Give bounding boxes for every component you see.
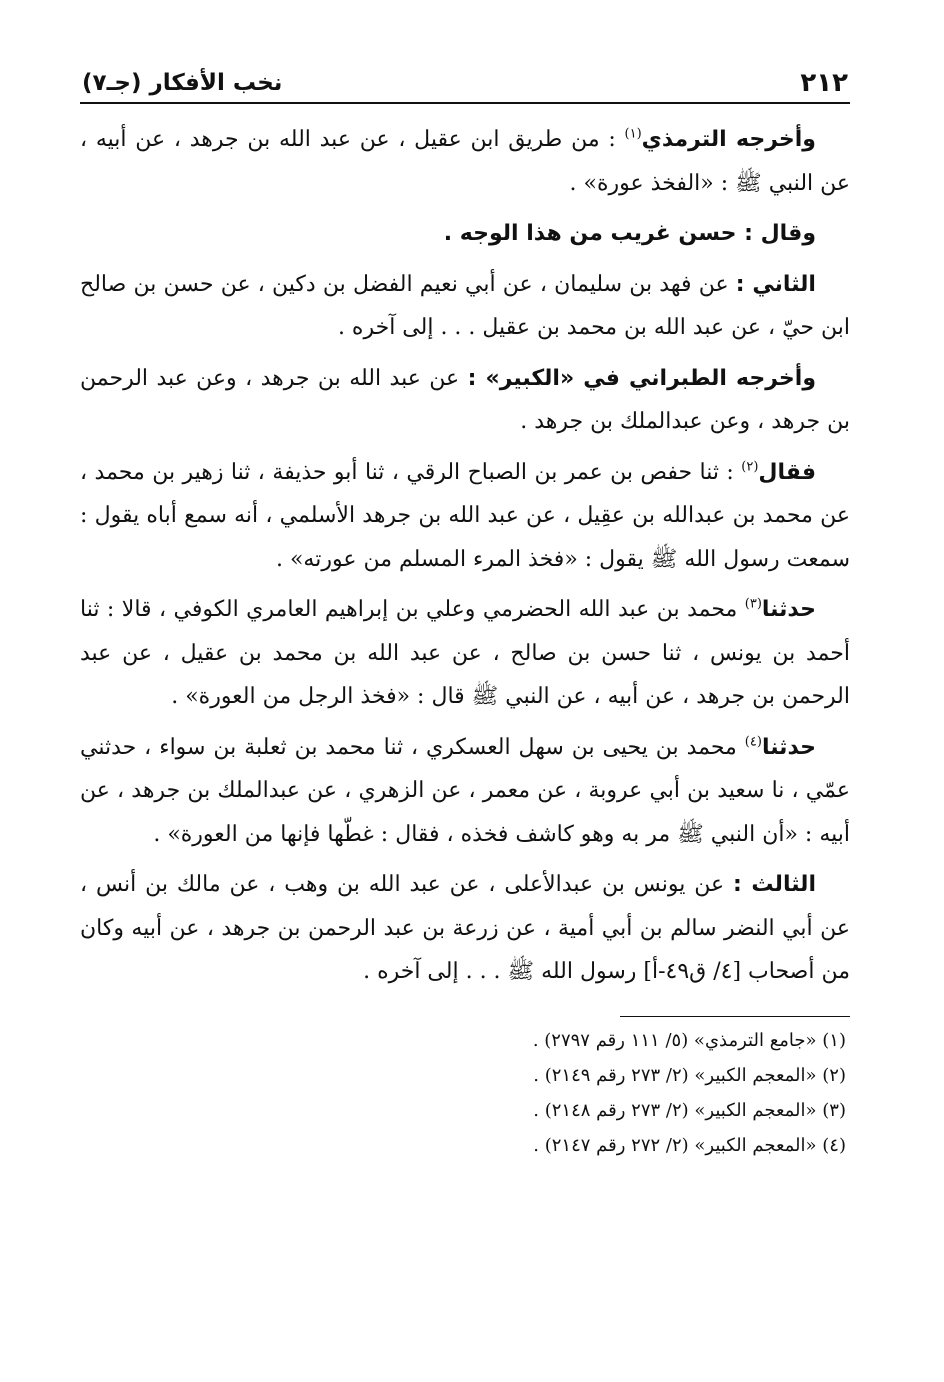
paragraph-text: : من طريق ابن عقيل ، عن عبد الله بن جرهد ، عن أبيه ، عن النبي ﷺ : «الفخذ عورة» . (80, 127, 850, 196)
running-header (80, 60, 850, 104)
footnote-3: (٣) «المعجم الكبير» (٢/ ٢٧٣ رقم ٢١٤٨) . (533, 1099, 846, 1121)
paragraph-hadith-1 (80, 451, 850, 582)
paragraph-lead: حدثنا (761, 734, 817, 760)
footnote-1: (١) «جامع الترمذي» (٥/ ١١١ رقم ٢٧٩٧) . (532, 1029, 846, 1051)
paragraph-lead: وأخرجه الترمذي (641, 127, 816, 152)
paragraph-text: محمد بن عبد الله الحضرمي وعلي بن إبراهيم العامري الكوفي ، قالا : ثنا أحمد بن يونس ، ثنا حسن بن صالح ، عن عبد الله بن محمد بن عقيل ، عن عبد الرحمن بن جرهد ، عن أبيه ، عن النبي ﷺ قال : «فخذ الرجل من العورة» . (80, 597, 850, 709)
paragraph-hadith-3 (80, 726, 850, 857)
paragraph-lead: فقال (758, 459, 816, 485)
footnote-reference: (٣) (744, 596, 762, 612)
paragraph-text: عن عبد الله بن جرهد ، وعن عبد الرحمن بن جرهد ، وعن عبدالملك بن جرهد . (80, 365, 850, 434)
footnote-reference: (٤) (744, 734, 762, 750)
footnote-divider (620, 1016, 850, 1017)
paragraph-second-chain (80, 263, 850, 350)
paragraph-tirmidhi (80, 118, 850, 205)
paragraph-tabarani (80, 357, 850, 444)
paragraph-text: عن يونس بن عبدالأعلى ، عن عبد الله بن وهب ، عن مالك بن أنس ، عن أبي النضر سالم بن أبي أمية ، عن زرعة بن عبد الرحمن بن جرهد ، عن أبيه وكان من أصحاب [٤/ ق٤٩-أ] رسول الله ﷺ . . . إلى آخره . (80, 872, 850, 984)
paragraph-lead: الثالث : (733, 872, 816, 897)
paragraph-hadith-2 (80, 588, 850, 719)
paragraph-lead: الثاني : (735, 271, 816, 297)
paragraph-text: عن فهد بن سليمان ، عن أبي نعيم الفضل بن دكين ، عن حسن بن صالح ابن حيّ ، عن عبد الله بن محمد بن عقيل . . . إلى آخره . (80, 271, 850, 340)
footnote-reference: (٢) (741, 459, 759, 475)
book-page (80, 60, 850, 1340)
paragraph-text: محمد بن يحيى بن سهل العسكري ، ثنا محمد بن ثعلبة بن سواء ، حدثني عمّي ، نا سعيد بن أبي عروبة ، عن معمر ، عن الزهري ، عن عبدالملك بن جرهد ، عن أبيه : «أن النبي ﷺ مر به وهو كاشف فخذه ، فقال : غطّها فإنها من العورة» . (80, 734, 850, 847)
footnotes (80, 1023, 850, 1163)
footnote-reference: (١) (624, 126, 642, 142)
paragraph-lead: وقال : حسن غريب من هذا الوجه . (443, 221, 816, 246)
paragraph-lead: حدثنا (761, 597, 816, 622)
paragraph-lead: وأخرجه الطبراني في «الكبير» : (467, 365, 817, 391)
paragraph-third-chain (80, 863, 850, 994)
body-text (80, 118, 850, 994)
page-number: ٢١٢ (800, 68, 848, 98)
paragraph-text: : ثنا حفص بن عمر بن الصباح الرقي ، ثنا أبو حذيفة ، ثنا زهير بن محمد ، عن محمد بن عبدالله بن عقِيل ، عن عبد الله بن جرهد الأسلمي ، أنه سمع أباه يقول : سمعت رسول الله ﷺ يقول : «فخذ المرء المسلم من عورته» . (80, 459, 850, 572)
footnote-4: (٤) «المعجم الكبير» (٢/ ٢٧٢ رقم ٢١٤٧) . (533, 1134, 846, 1156)
footnote-2: (٢) «المعجم الكبير» (٢/ ٢٧٣ رقم ٢١٤٩) . (533, 1064, 846, 1086)
book-title: نخب الأفكار (جـ٧) (82, 70, 283, 96)
paragraph-tirmidhi-grading (80, 212, 850, 256)
